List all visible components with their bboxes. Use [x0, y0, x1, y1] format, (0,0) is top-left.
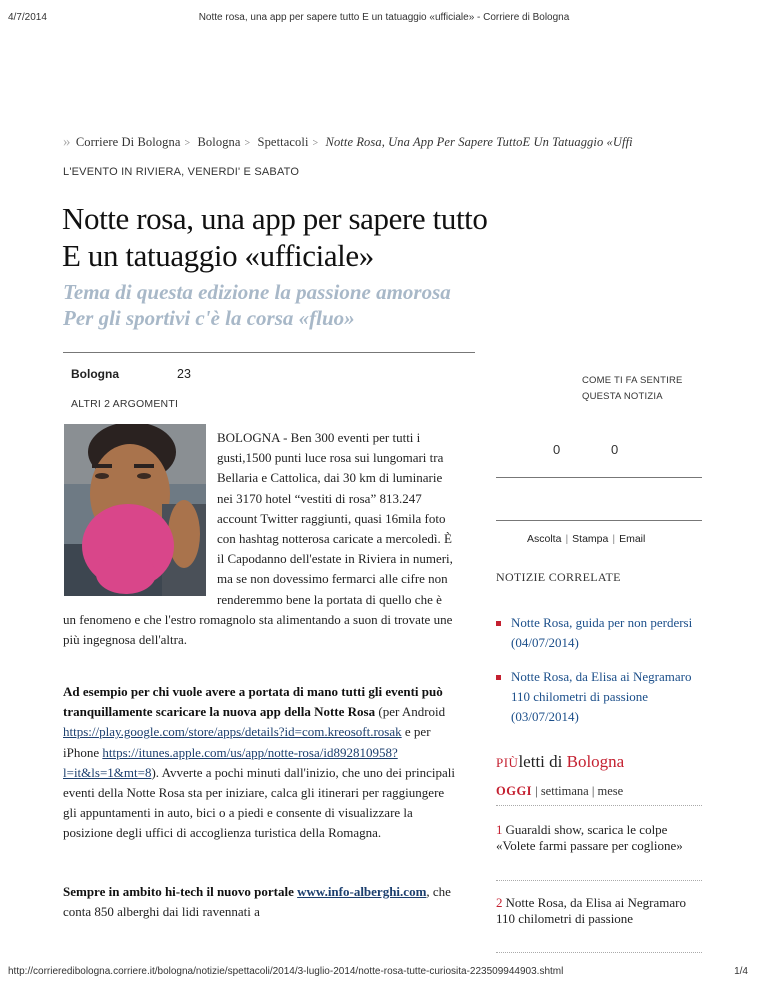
most-read-period-tabs — [496, 784, 623, 799]
breadcrumb-current: Notte Rosa, Una App Per Sapere TuttoE Un Tatuaggio «Uffi — [325, 135, 633, 149]
paragraph-2-lead: Ad esempio per chi vuole avere a portata di mano tutti gli eventi può tranquillamente scaricare la nuova app della Notte Rosa — [63, 684, 443, 720]
most-read-mid: letti di — [518, 752, 567, 771]
iphone-app-link[interactable]: https://itunes.apple.com/us/app/notte-rosa/id892810958?l=it&ls=1&mt=8 — [63, 744, 398, 780]
breadcrumb-separator: > — [244, 138, 251, 149]
print-title: Notte rosa, una app per sapere tutto E un tatuaggio «ufficiale» - Corriere di Bologna — [198, 12, 570, 23]
article-subtitle — [63, 279, 583, 331]
most-read-prefix: PIÙ — [496, 755, 519, 770]
reaction-label: COME TI FA SENTIRE QUESTA NOTIZIA — [582, 375, 683, 402]
most-read-link[interactable]: Guaraldi show, scarica le colpe «Volete farmi passare per coglione» — [496, 822, 683, 853]
breadcrumb — [63, 134, 633, 151]
breadcrumb-item-home[interactable]: Corriere Di Bologna — [75, 135, 181, 149]
article-paragraph-1 — [63, 428, 455, 650]
related-news-title: NOTIZIE CORRELATE — [496, 570, 621, 584]
period-separator: | — [535, 784, 538, 798]
print-date: 4/7/2014 — [8, 12, 47, 23]
most-read-link[interactable]: Notte Rosa, da Elisa ai Negramaro 110 chilometri di passione — [496, 895, 686, 926]
related-news-link[interactable]: Notte Rosa, guida per non perdersi (04/07/2014) — [511, 615, 693, 650]
paragraph-3-lead: Sempre in ambito hi-tech il nuovo portale — [63, 884, 298, 899]
location-tag[interactable]: Bologna — [71, 367, 119, 381]
paragraph-3-text: , che conta 850 alberghi dai lidi ravennati a — [63, 884, 451, 920]
article-paragraph-2 — [63, 682, 455, 844]
tab-today[interactable]: OGGI — [496, 784, 533, 798]
reaction-count-b[interactable]: 0 — [611, 442, 619, 457]
subtitle-line-2: Per gli sportivi c'è la corsa «fluo» — [63, 306, 355, 330]
related-news-item[interactable] — [496, 613, 706, 653]
tab-week[interactable]: settimana — [540, 784, 589, 798]
email-button[interactable]: Email — [619, 533, 646, 545]
breadcrumb-item-bologna[interactable]: Bologna — [197, 135, 241, 149]
tab-month[interactable]: mese — [597, 784, 624, 798]
most-read-rank: 1 — [496, 822, 503, 837]
article-paragraph-3 — [63, 882, 455, 922]
paragraph-2-text-1: (per Android — [375, 704, 446, 720]
most-read-item[interactable] — [496, 822, 706, 854]
headline-line-1: Notte rosa, una app per sapere tutto — [62, 201, 488, 236]
paragraph-2-text-2: e per iPhone — [63, 724, 431, 760]
dotted-divider — [496, 952, 702, 953]
photo-float-spacer — [63, 428, 217, 596]
other-topics-link[interactable]: ALTRI 2 ARGOMENTI — [71, 398, 179, 410]
sidebar-divider — [496, 520, 702, 521]
related-news-link[interactable]: Notte Rosa, da Elisa ai Negramaro 110 chilometri di passione (03/07/2014) — [511, 669, 692, 724]
bullet-icon — [496, 621, 501, 626]
period-separator: | — [591, 784, 595, 798]
related-news-item[interactable] — [496, 667, 706, 727]
tools-separator: | — [612, 533, 616, 545]
article-tools — [527, 533, 645, 545]
tools-separator: | — [565, 533, 569, 545]
most-read-title — [496, 752, 624, 772]
dotted-divider — [496, 880, 702, 881]
dotted-divider — [496, 805, 702, 806]
breadcrumb-arrow-icon: » — [63, 134, 71, 150]
headline-line-2: E un tatuaggio «ufficiale» — [62, 238, 374, 273]
meta-divider — [63, 352, 475, 353]
reaction-count-a[interactable]: 0 — [553, 442, 561, 457]
subtitle-line-1: Tema di questa edizione la passione amorosa — [63, 280, 451, 304]
print-page-number: 1/4 — [734, 966, 748, 977]
paragraph-2-text-3: ). Avverte a pochi minuti dall'inizio, che uno dei principali eventi della Notte Rosa sta per iniziare, calca gli itinerari per raggiungere gli appuntamenti in auto, bici o a piedi e consente di visualizzare la posizione degli uffici di accoglienza turistica della Romagna. — [63, 764, 455, 841]
most-read-city: Bologna — [566, 752, 625, 771]
most-read-rank: 2 — [496, 895, 503, 910]
breadcrumb-item-spettacoli[interactable]: Spettacoli — [257, 135, 309, 149]
most-read-item[interactable] — [496, 895, 706, 927]
print-button[interactable]: Stampa — [572, 533, 609, 545]
paragraph-1-text: BOLOGNA - Ben 300 eventi per tutti i gusti,1500 punti luce rosa sui lungomari tra Bellaria e Cattolica, dai 30 km di luminarie nei 3170 hotel “vestiti di rosa” 813.247 account Twitter raggiunti, quasi 16mila foto con hashtag notterosa caricate a mercoledì. È il Capodanno dell'estate in Riviera in numeri, ma se non dovessimo fermarci alle cifre non renderemmo bene la portata di quello che è un fenomeno e che l'estro romagnolo sta alimentando a suon di trovate une più ingegnosa dell'altra. — [63, 430, 453, 648]
breadcrumb-separator: > — [184, 138, 191, 149]
sidebar-divider — [496, 477, 702, 478]
bullet-icon — [496, 675, 501, 680]
android-app-link[interactable]: https://play.google.com/store/apps/details?id=com.kreosoft.rosak — [63, 724, 402, 740]
comments-count[interactable]: 23 — [177, 367, 191, 381]
article-kicker: L'EVENTO IN RIVIERA, VENERDI' E SABATO — [63, 166, 300, 178]
article-headline — [62, 200, 582, 274]
breadcrumb-separator: > — [312, 138, 319, 149]
info-alberghi-link[interactable]: www.info-alberghi.com — [297, 884, 427, 899]
listen-button[interactable]: Ascolta — [527, 533, 562, 545]
print-url: http://corrieredibologna.corriere.it/bologna/notizie/spettacoli/2014/3-luglio-2014/notte-rosa-tutte-curiosita-223509944903.shtml — [8, 966, 564, 977]
